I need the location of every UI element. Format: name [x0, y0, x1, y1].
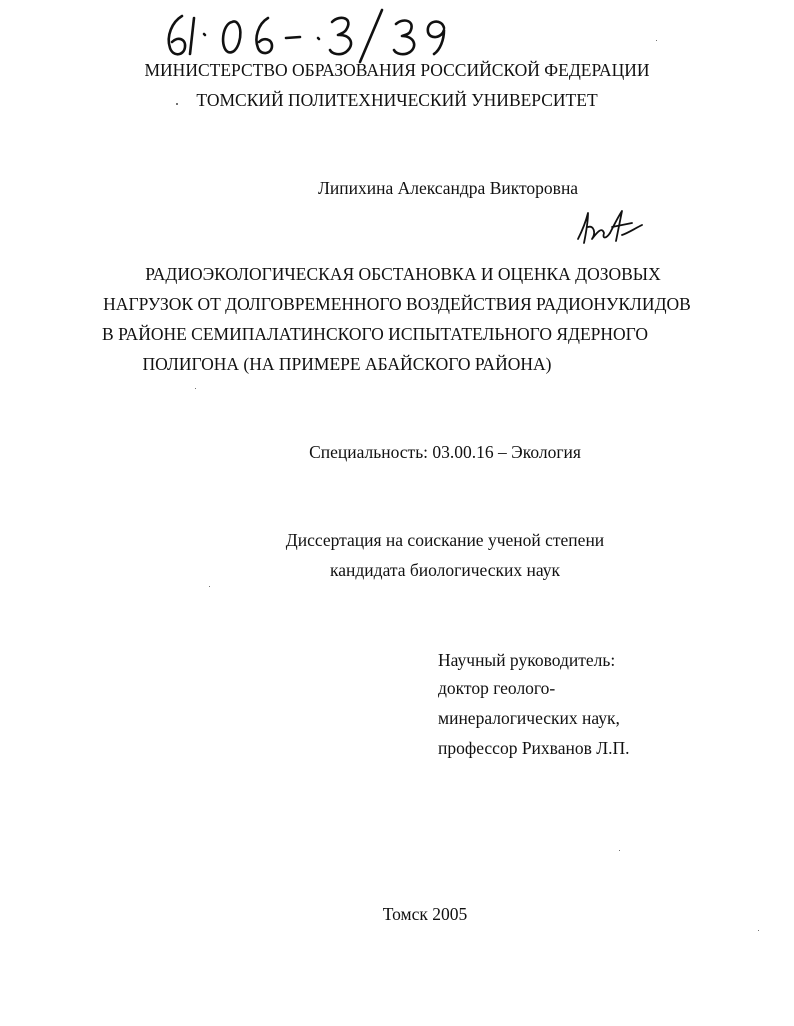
- scan-speck: [758, 930, 759, 931]
- scan-speck: [195, 388, 196, 389]
- city-year: Томск 2005: [382, 904, 468, 924]
- scan-speck: [209, 586, 210, 587]
- supervisor-degree-line-2: минералогических наук,: [438, 708, 620, 728]
- author-signature: [572, 205, 646, 249]
- thesis-title-line-2: НАГРУЗОК ОТ ДОЛГОВРЕМЕННОГО ВОЗДЕЙСТВИЯ РАДИОНУКЛИДОВ: [103, 294, 691, 314]
- scan-speck: [656, 40, 657, 41]
- scan-speck: [176, 103, 178, 105]
- university-heading: ТОМСКИЙ ПОЛИТЕХНИЧЕСКИЙ УНИВЕРСИТЕТ: [196, 90, 598, 110]
- thesis-title-line-4: ПОЛИГОНА (НА ПРИМЕРЕ АБАЙСКОГО РАЙОНА): [142, 354, 552, 374]
- supervisor-degree-line-1: доктор геолого-: [438, 678, 556, 698]
- thesis-title-line-1: РАДИОЭКОЛОГИЧЕСКАЯ ОБСТАНОВКА И ОЦЕНКА ДОЗОВЫХ: [145, 264, 661, 284]
- thesis-title-line-3: В РАЙОНЕ СЕМИПАЛАТИНСКОГО ИСПЫТАТЕЛЬНОГО ЯДЕРНОГО: [102, 324, 648, 344]
- ministry-heading: МИНИСТЕРСТВО ОБРАЗОВАНИЯ РОССИЙСКОЙ ФЕДЕРАЦИИ: [144, 60, 650, 80]
- author-name: Липихина Александра Викторовна: [318, 178, 579, 198]
- specialty-line: Специальность: 03.00.16 – Экология: [309, 442, 581, 462]
- supervisor-name: профессор Рихванов Л.П.: [438, 738, 630, 758]
- supervisor-label: Научный руководитель:: [438, 650, 616, 670]
- handwritten-catalog-number: [160, 4, 460, 64]
- dissertation-line-2: кандидата биологических наук: [330, 560, 560, 580]
- scan-speck: [619, 850, 620, 851]
- dissertation-line-1: Диссертация на соискание ученой степени: [285, 530, 605, 550]
